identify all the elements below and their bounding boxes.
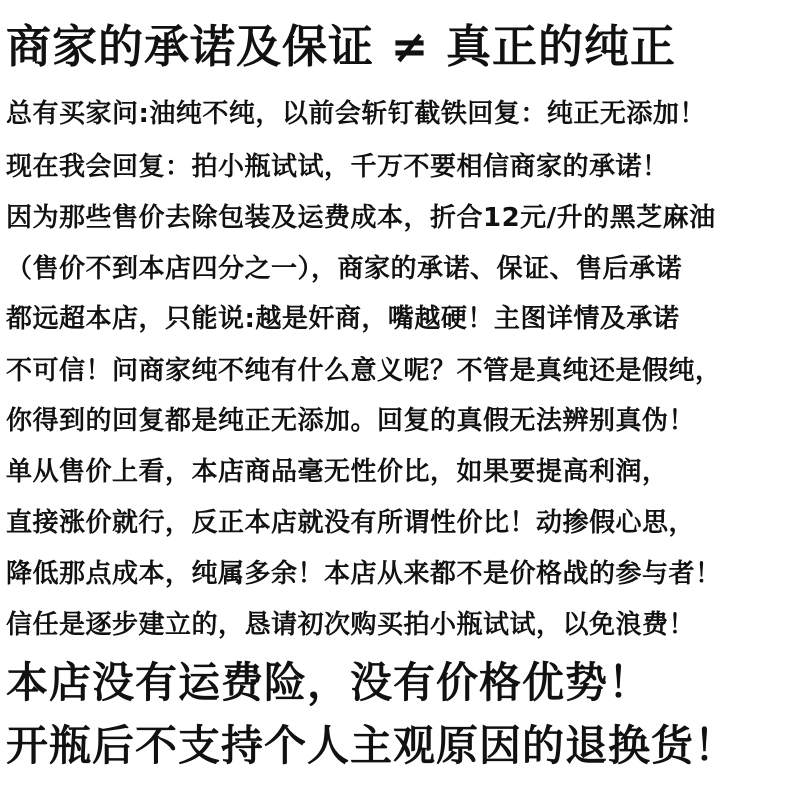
body-line-6: 不可信！问商家纯不纯有什么意义呢？不管是真纯还是假纯， <box>6 356 722 386</box>
body-line-1: 总有买家问:油纯不纯，以前会斩钉截铁回复：纯正无添加！ <box>6 99 706 129</box>
body-line-8: 单从售价上看，本店商品毫无性价比，如果要提高利润， <box>6 457 669 487</box>
body-line-2: 现在我会回复：拍小瓶试试，千万不要相信商家的承诺！ <box>6 152 669 182</box>
notice-title: 商家的承诺及保证 ≠ 真正的纯正 <box>6 20 677 73</box>
body-line-10: 降低那点成本，纯属多余！本店从来都不是价格战的参与者！ <box>6 559 722 589</box>
body-line-5: 都远超本店，只能说:越是奸商，嘴越硬！主图详情及承诺 <box>6 304 680 334</box>
bottom-line-1: 本店没有运费险，没有价格优势！ <box>6 658 652 707</box>
body-line-11: 信任是逐步建立的，恳请初次购买拍小瓶试试，以免浪费！ <box>6 610 696 640</box>
body-line-7: 你得到的回复都是纯正无添加。回复的真假无法辨别真伪！ <box>6 406 696 436</box>
body-line-4: （售价不到本店四分之一），商家的承诺、保证、售后承诺 <box>6 254 683 284</box>
body-line-3: 因为那些售价去除包装及运费成本，折合12元/升的黑芝麻油 <box>6 203 716 233</box>
body-line-9: 直接涨价就行，反正本店就没有所谓性价比！动掺假心思， <box>6 508 696 538</box>
bottom-line-2: 开瓶后不支持个人主观原因的退换货！ <box>6 721 738 770</box>
